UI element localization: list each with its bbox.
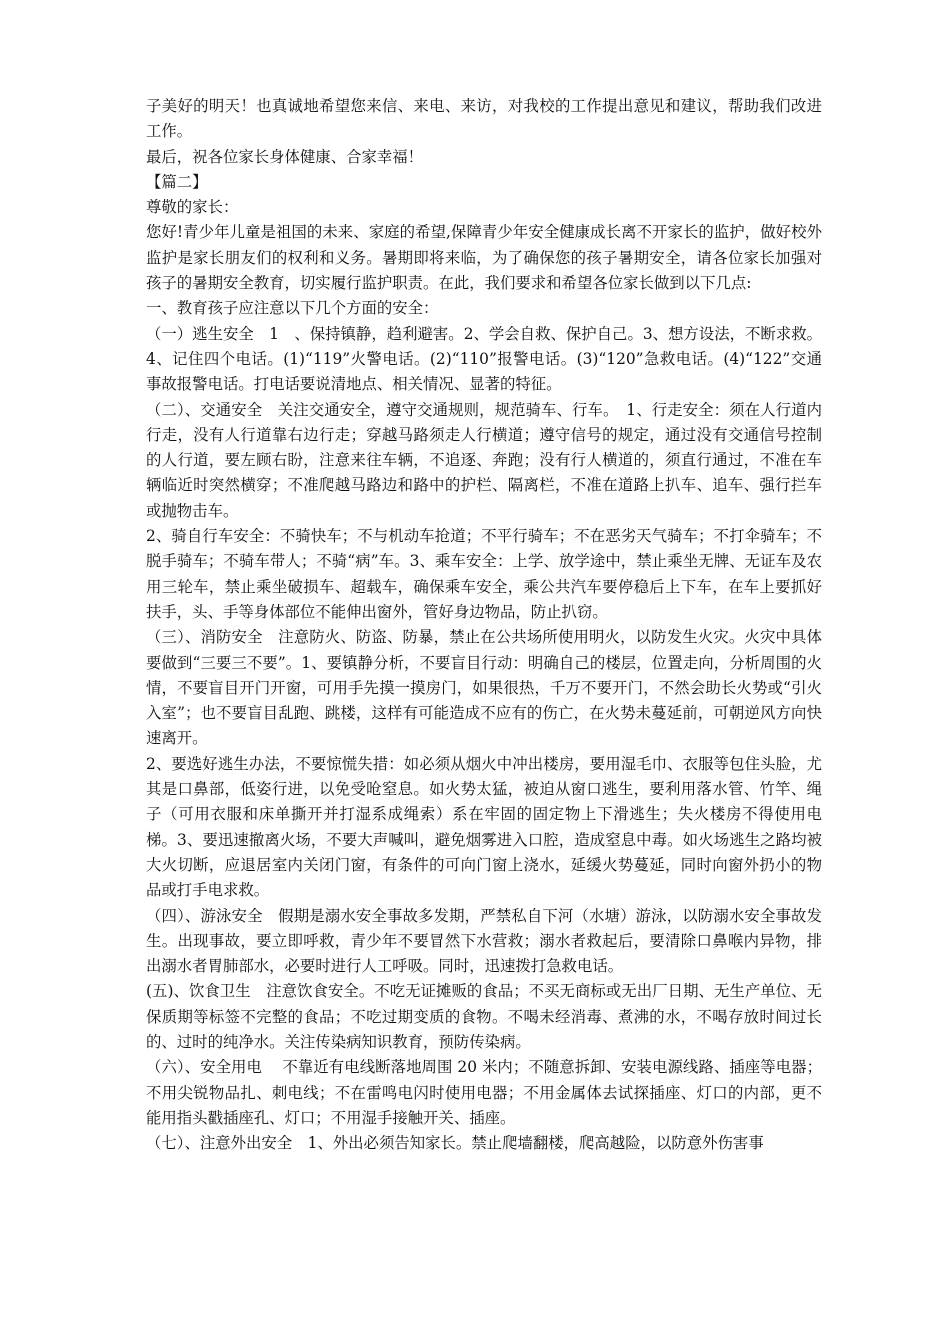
paragraph-closing-hope: 子美好的明天！也真诚地希望您来信、来电、来访，对我校的工作提出意见和建议，帮助我们改进工作。 (146, 97, 822, 141)
paragraph-escape-safety: （一）逃生安全 1 、保持镇静，趋利避害。2、学会自救、保护自己。3、想方设法，不断求救。4、记住四个电话。(1)“119”火警电话。(2)“110”报警电话。(3)“120”急救电话。(4)“122”交通事故报警电话。打电话要说清地点、相关情况、显著的特征。 (146, 324, 822, 394)
section-heading: 【篇二】 (146, 172, 208, 191)
paragraph-electricity-safety: （六）、安全用电 不靠近有电线断落地周围 20 米内；不随意拆卸、安装电源线路、插座等电器；不用尖锐物品扎、刺电线；不在雷鸣电闪时使用电器；不用金属体去试探插座、灯口的内部，更不能用指头戳插座孔、灯口；不用湿手接触开关、插座。 (146, 1058, 822, 1127)
paragraph-fire-safety: （三）、消防安全 注意防火、防盗、防暴，禁止在公共场所使用明火，以防发生火灾。火灾中具体要做到“三要三不要”。1、要镇静分析，不要盲目行动：明确自己的楼层，位置走向，分析周围的火情，不要盲目开门开窗，可用手先摸一摸房门，如果很热，千万不要开门，不然会助长火势或“引火入室”；也不要盲目乱跑、跳楼，这样有可能造成不应有的伤亡，在火势未蔓延前，可朝逆风方向快速离开。 (146, 628, 822, 748)
document-page (146, 94, 822, 1156)
paragraph-traffic-safety: （二）、交通安全 关注交通安全，遵守交通规则，规范骑车、行车。 1、行走安全：须在人行道内行走，没有人行道靠右边行走；穿越马路须走人行横道；遵守信号的规定，通过没有交通信号控制的人行道，要左顾右盼，注意来往车辆，不追逐、奔跑；没有行人横道的，须直行通过，不准在车辆临近时突然横穿；不准爬越马路边和路中的护栏、隔离栏，不准在道路上扒车、追车、强行拦车或抛物击车。 (146, 400, 822, 520)
paragraph-blessing: 最后，祝各位家长身体健康、合家幸福！ (146, 147, 424, 166)
paragraph-food-hygiene: (五)、饮食卫生 注意饮食安全。不吃无证摊贩的食品；不买无商标或无出厂日期、无生产单位、无保质期等标签不完整的食品；不吃过期变质的食物。不喝未经消毒、煮沸的水，不喝存放时间过长的、过时的纯净水。关注传染病知识教育，预防传染病。 (146, 982, 822, 1051)
salutation: 尊敬的家长： (146, 198, 239, 217)
paragraph-topic-heading: 一、教育孩子应注意以下几个方面的安全： (146, 299, 439, 318)
paragraph-outing-safety: （七）、注意外出安全 1、外出必须告知家长。禁止爬墙翻楼，爬高越险，以防意外伤害事 (146, 1134, 764, 1153)
paragraph-intro: 您好!青少年儿童是祖国的未来、家庭的希望,保障青少年安全健康成长离不开家长的监护，做好校外监护是家长朋友们的权利和义务。暑期即将来临，为了确保您的孩子暑期安全，请各位家长加强对孩子的暑期安全教育，切实履行监护职责。在此，我们要求和希望各位家长做到以下几点: (146, 223, 822, 293)
paragraph-swimming-safety: （四）、游泳安全 假期是溺水安全事故多发期，严禁私自下河（水塘）游泳，以防溺水安全事故发生。出现事故，要立即呼救，青少年不要冒然下水营救；溺水者救起后，要清除口鼻喉内异物，排出溺水者胃肺部水，必要时进行人工呼吸。同时，迅速拨打急救电话。 (146, 906, 822, 976)
paragraph-bicycle-safety: 2、骑自行车安全：不骑快车；不与机动车抢道；不平行骑车；不在恶劣天气骑车；不打伞骑车；不脱手骑车；不骑车带人；不骑“病”车。3、乘车安全：上学、放学途中，禁止乘坐无牌、无证车及农用三轮车，禁止乘坐破损车、超载车，确保乘车安全，乘公共汽车要停稳后上下车，在车上要抓好扶手，头、手等身体部位不能伸出窗外，管好身边物品，防止扒窃。 (146, 527, 822, 621)
paragraph-fire-escape: 2、要选好逃生办法，不要惊慌失措：如必须从烟火中冲出楼房，要用湿毛巾、衣服等包住头脸，尤其是口鼻部，低姿行进，以免受呛窒息。如火势太猛，被迫从窗口逃生，要利用落水管、竹竿、绳子（可用衣服和床单撕开并打湿系成绳索）系在牢固的固定物上下滑逃生；失火楼房不得使用电梯。3、要迅速撤离火场，不要大声喊叫，避免烟雾进入口腔，造成窒息中毒。如火场逃生之路均被大火切断，应退居室内关闭门窗，有条件的可向门窗上浇水，延缓火势蔓延，同时向窗外扔小的物品或打手电求救。 (146, 754, 822, 900)
